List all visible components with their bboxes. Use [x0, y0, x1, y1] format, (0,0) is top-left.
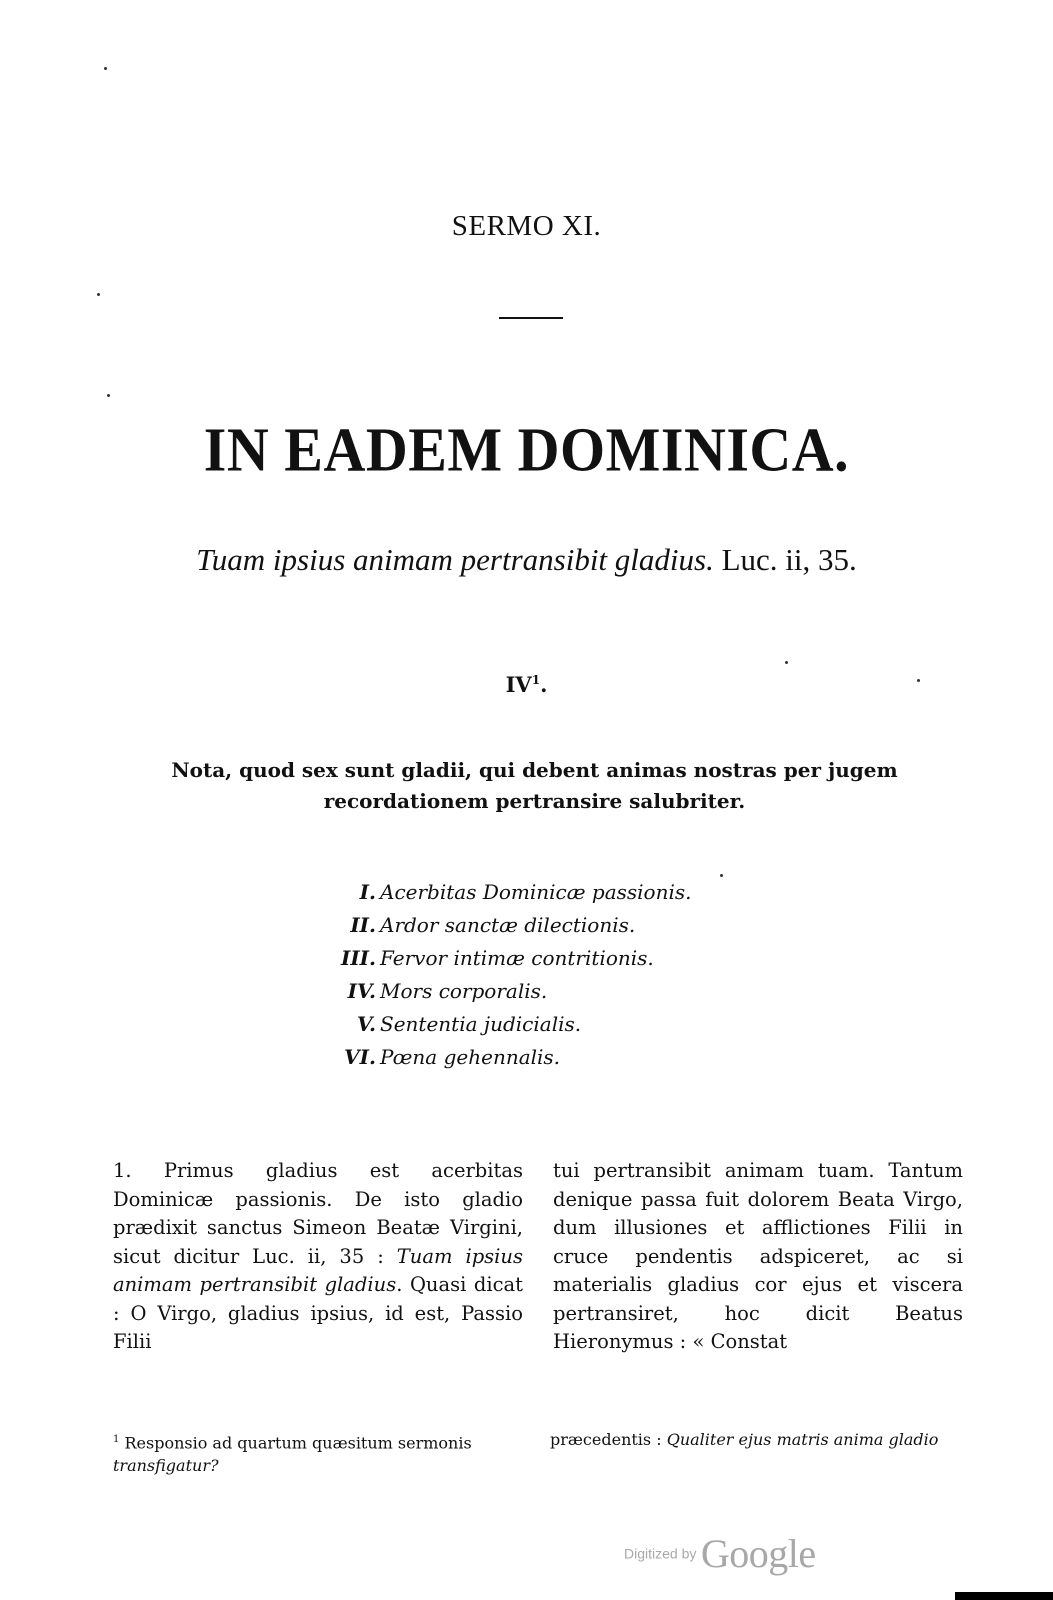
list-item-text: Pœna gehennalis.	[380, 1045, 561, 1069]
list-item-text: Fervor intimæ contritionis.	[380, 946, 654, 970]
footnote-text: præcedentis :	[550, 1430, 667, 1449]
footnote-left	[113, 1428, 523, 1477]
list-item-number: VI.	[344, 1045, 376, 1069]
body-column-left	[113, 1157, 523, 1357]
page-title: IN EADEM DOMINICA.	[203, 414, 850, 485]
list-item	[336, 876, 691, 909]
epigraph-text: Tuam ipsius animam pertransibit gladius.	[196, 542, 714, 577]
footnote-quote: Qualiter ejus matris anima gladio	[666, 1430, 939, 1449]
section-label: IV	[505, 672, 532, 697]
body-text: 1. Primus gladius est acerbitas Dominicæ passionis. De isto gladio prædixit sanctus Simeon Beatæ Virgini, sicut dicitur Luc. ii, 35 :	[113, 1159, 523, 1268]
scan-speck	[97, 293, 100, 296]
scan-speck	[107, 394, 110, 397]
list-item	[336, 909, 691, 942]
footnote-mark: 1	[531, 673, 541, 687]
nota-paragraph: Nota, quod sex sunt gladii, qui debent animas nostras per jugem recordationem pertransire salubriter.	[171, 758, 898, 813]
sermon-number: SERMO XI.	[451, 210, 602, 242]
list-item-text: Acerbitas Dominicæ passionis.	[380, 880, 692, 904]
footnote-text: Responsio ad quartum quæsitum sermonis	[124, 1433, 472, 1453]
footnote-number: 1	[113, 1434, 120, 1445]
footnote-right	[550, 1428, 962, 1451]
google-logo: Google	[700, 1531, 816, 1576]
list-item-number: IV.	[347, 979, 376, 1003]
scan-speck	[785, 661, 788, 664]
epigraph	[0, 542, 1053, 578]
body-text: . Quasi dicat : O Virgo, gladius ipsius, id est, Passio Filii	[113, 1273, 523, 1353]
section-suffix: .	[540, 672, 548, 697]
list-item-text: Ardor sanctæ dilectionis.	[380, 913, 636, 937]
section-heading	[0, 672, 1053, 697]
epigraph-reference: Luc. ii, 35.	[721, 542, 857, 577]
scan-speck	[720, 874, 723, 877]
divider-rule	[499, 317, 563, 319]
gladii-list	[336, 876, 691, 1074]
list-item-text: Mors corporalis.	[380, 979, 548, 1003]
footnote-quote: transfigatur?	[113, 1456, 219, 1476]
list-item-number: II.	[350, 913, 376, 937]
list-item-text: Sententia judicialis.	[380, 1012, 582, 1036]
list-item-number: V.	[357, 1012, 376, 1036]
body-column-right: tui pertransibit animam tuam. Tantum denique passa fuit dolorem Beata Virgo, dum illusiones et afflictiones Filii in cruce pendentis adspiceret, ac si materialis gladius cor ejus et viscera pertransiret, hoc dicit Beatus Hieronymus : « Constat	[553, 1159, 963, 1353]
watermark-prefix: Digitized by	[624, 1545, 697, 1562]
list-item	[336, 975, 691, 1008]
list-item-number: III.	[340, 946, 376, 970]
list-item	[336, 942, 691, 975]
google-watermark	[624, 1530, 816, 1577]
scan-speck	[104, 67, 107, 70]
scan-edge	[955, 1592, 1053, 1600]
list-item	[336, 1041, 691, 1074]
list-item-number: I.	[359, 880, 376, 904]
list-item	[336, 1008, 691, 1041]
body-quote: Tuam ipsius animam pertransibit gladius	[113, 1244, 523, 1296]
